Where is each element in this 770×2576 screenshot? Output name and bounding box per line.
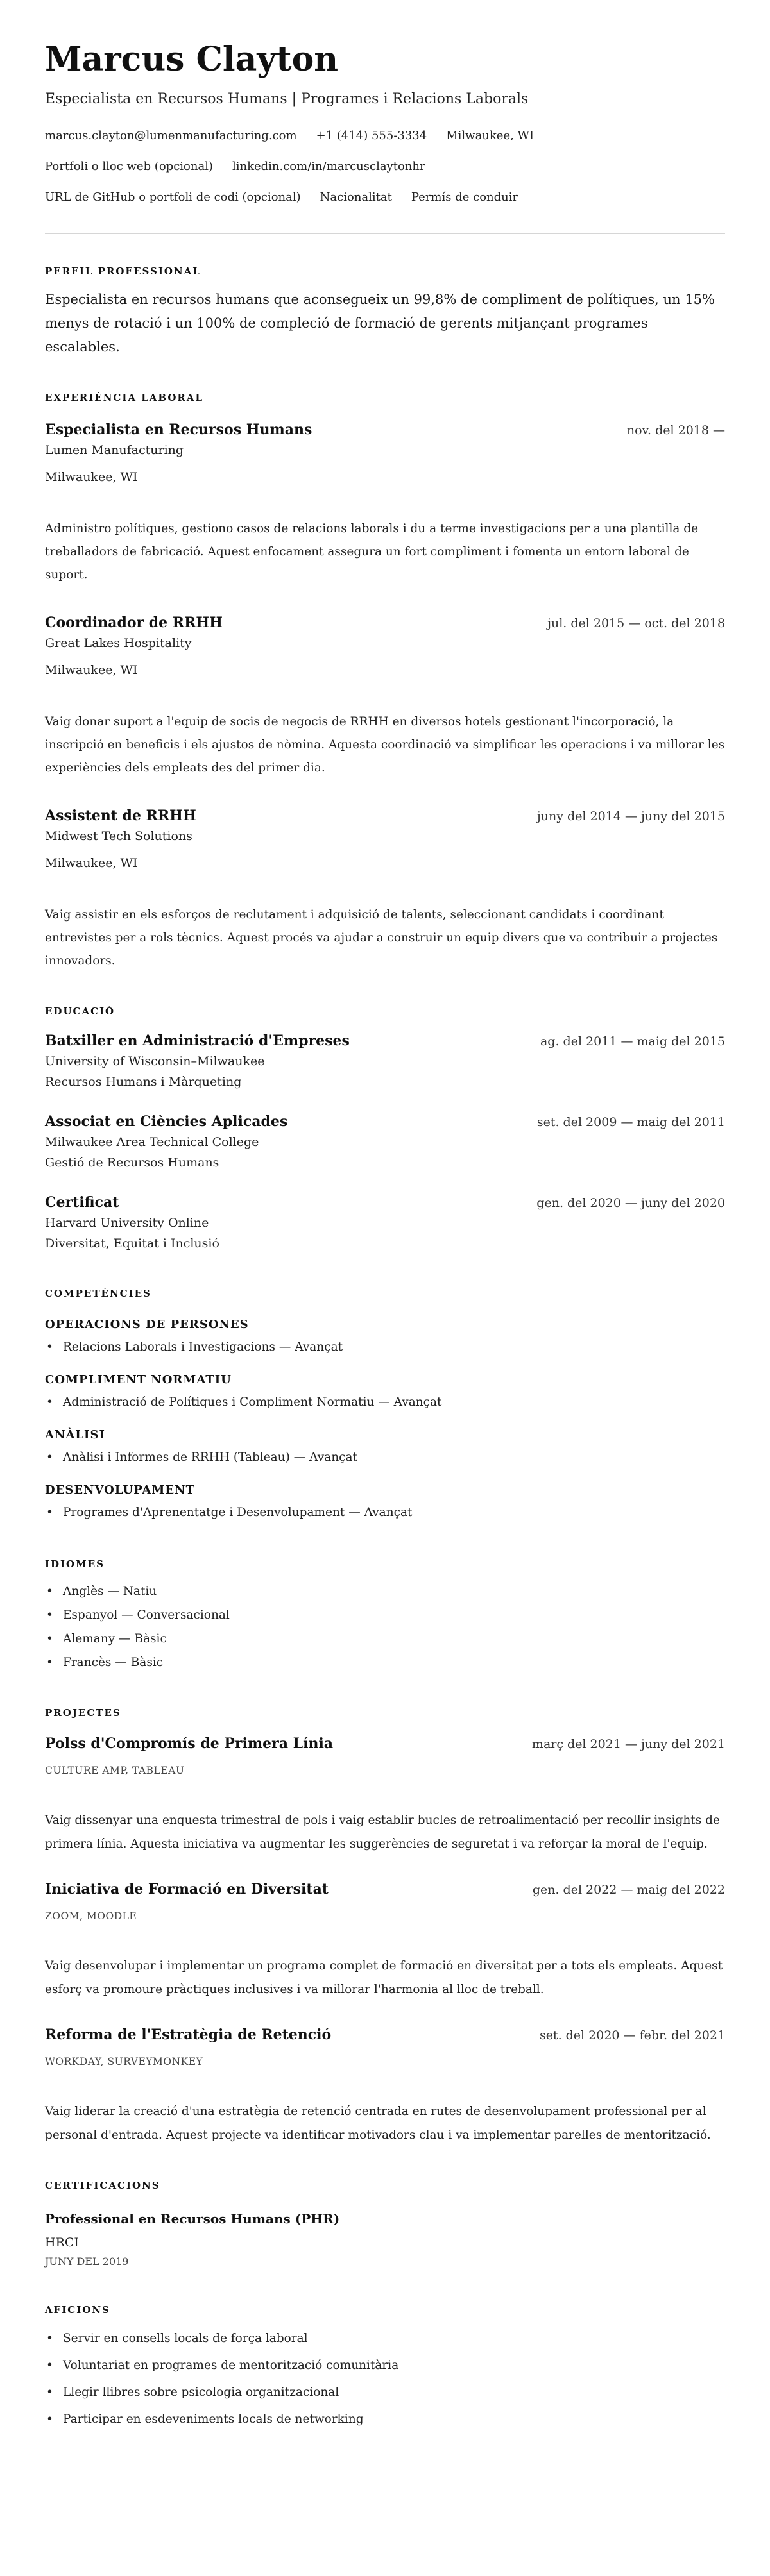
skill-group (45, 1370, 725, 1415)
certification-name: Professional en Recursos Humans (PHR) (45, 2211, 340, 2227)
hobby-item: • Llegir llibres sobre psicologia organitzacional (45, 2379, 725, 2406)
skill-list (45, 1334, 725, 1360)
entry-header (45, 1192, 725, 1213)
hobby-item: • Voluntariat en programes de mentorització comunitària (45, 2352, 725, 2379)
language-item: • Espanyol — Conversacional (45, 1603, 725, 1627)
entry-header (45, 1031, 725, 1052)
project-description: Vaig dissenyar una enquesta trimestral de pols i vaig establir bucles de retroalimentació per recollir insights de primera línia. Aquesta iniciativa va augmentar les suggerències de seguretat i va reforçar la moral de l'equip. (45, 1814, 720, 1851)
education-dates: set. del 2009 — maig del 2011 (536, 1115, 725, 1129)
skill-category: ANÀLISI (45, 1428, 105, 1442)
education-entry (45, 1031, 725, 1093)
skill-category: DESENVOLUPAMENT (45, 1483, 195, 1497)
location: Milwaukee, WI (446, 129, 535, 142)
certifications-section (45, 2178, 725, 2271)
field-of-study: Recursos Humans i Màrqueting (45, 1075, 242, 1089)
certification-date: JUNY DEL 2019 (45, 2255, 129, 2268)
experience-section (45, 390, 725, 973)
phone: +1 (414) 555-3334 (316, 129, 427, 142)
entry-header (45, 419, 725, 441)
degree-title: Batxiller en Administració d'Empreses (45, 1032, 350, 1049)
job-description: Vaig donar suport a l'equip de socis de negocis de RRHH en diversos hotels gestionant l'incorporació, la inscripció en beneficis i els ajustos de nòmina. Aquesta coordinació va simplificar les operacions i va millorar les experiències dels empleats des del primer dia. (45, 715, 725, 775)
education-dates: gen. del 2020 — juny del 2020 (536, 1196, 725, 1210)
driving-license: Permís de conduir (411, 190, 518, 204)
project-description: Vaig desenvolupar i implementar un programa complet de formació en diversitat per a tots els empleats. Aquest esforç va promoure pràctiques inclusives i va millorar l'harmonia al lloc de treball. (45, 1959, 723, 1996)
project-tools: WORKDAY, SURVEYMONKEY (45, 2056, 203, 2067)
project-dates: set. del 2020 — febr. del 2021 (539, 2028, 725, 2042)
section-heading: COMPETÈNCIES (45, 1288, 151, 1299)
skill-item: • Relacions Laborals i Investigacions — Avançat (45, 1334, 725, 1360)
skill-category: OPERACIONS DE PERSONES (45, 1318, 249, 1331)
school-name: Harvard University Online (45, 1216, 209, 1230)
project-title: Iniciativa de Formació en Diversitat (45, 1881, 329, 1898)
contact-row (45, 157, 725, 176)
job-location: Milwaukee, WI (45, 856, 138, 870)
nationality: Nacionalitat (320, 190, 392, 204)
job-title: Especialista en Recursos Humans (45, 421, 312, 438)
section-heading: PERFIL PROFESSIONAL (45, 265, 201, 277)
experience-entry (45, 419, 725, 587)
project-dates: març del 2021 — juny del 2021 (531, 1737, 725, 1751)
language-item: • Francès — Bàsic (45, 1651, 725, 1674)
job-title: Coordinador de RRHH (45, 614, 223, 631)
language-item: • Alemany — Bàsic (45, 1627, 725, 1651)
job-dates: juny del 2014 — juny del 2015 (536, 809, 725, 823)
skill-group (45, 1481, 725, 1526)
language-item: • Anglès — Natiu (45, 1579, 725, 1603)
experience-entry (45, 805, 725, 973)
project-tools: ZOOM, MOODLE (45, 1910, 137, 1922)
project-entry (45, 1879, 725, 2001)
portfolio-link[interactable]: Portfoli o lloc web (opcional) (45, 160, 213, 173)
entry-header (45, 1879, 725, 1900)
section-heading: CERTIFICACIONS (45, 2180, 160, 2191)
skill-item: • Anàlisi i Informes de RRHH (Tableau) — Avançat (45, 1445, 725, 1470)
job-description: Administro polítiques, gestiono casos de relacions laborals i du a terme investigacions per a una plantilla de treballadors de fabricació. Aquest enfocament assegura un fort compliment i fomenta un entorn laboral de suport. (45, 522, 699, 582)
job-title: Assistent de RRHH (45, 807, 196, 824)
candidate-name: Marcus Clayton (45, 40, 339, 79)
project-tools: CULTURE AMP, TABLEAU (45, 1765, 185, 1776)
field-of-study: Gestió de Recursos Humans (45, 1156, 219, 1170)
job-location: Milwaukee, WI (45, 663, 138, 677)
project-entry (45, 2025, 725, 2147)
education-entry (45, 1192, 725, 1255)
certification-entry (45, 2209, 725, 2271)
skill-list (45, 1390, 725, 1415)
contact-row (45, 188, 725, 207)
skill-item: • Administració de Polítiques i Compliment Normatiu — Avançat (45, 1390, 725, 1415)
email-link[interactable]: marcus.clayton@lumenmanufacturing.com (45, 129, 297, 142)
education-section (45, 1004, 725, 1255)
school-name: Milwaukee Area Technical College (45, 1135, 259, 1149)
section-heading: IDIOMES (45, 1558, 105, 1570)
job-dates: jul. del 2015 — oct. del 2018 (547, 616, 725, 630)
entry-header (45, 805, 725, 827)
project-dates: gen. del 2022 — maig del 2022 (532, 1883, 725, 1897)
job-dates: nov. del 2018 — (626, 423, 725, 437)
company-name: Lumen Manufacturing (45, 443, 184, 457)
education-entry (45, 1111, 725, 1174)
project-entry (45, 1733, 725, 1856)
hobby-item: • Servir en consells locals de força laboral (45, 2325, 725, 2352)
project-title: Reforma de l'Estratègia de Retenció (45, 2026, 332, 2043)
entry-header (45, 612, 725, 634)
degree-title: Associat en Ciències Aplicades (45, 1113, 288, 1130)
section-heading: AFICIONS (45, 2304, 110, 2316)
school-name: University of Wisconsin–Milwaukee (45, 1054, 265, 1068)
entry-header (45, 2025, 725, 2046)
resume-header (45, 35, 725, 207)
job-description: Vaig assistir en els esforços de reclutament i adquisició de talents, seleccionant candidats i coordinant entrevistes per a rols tècnics. Aquest procés va ajudar a construir un equip divers que va contribuir a projectes innovadors. (45, 908, 718, 968)
hobby-item: • Participar en esdeveniments locals de networking (45, 2406, 725, 2433)
skill-group (45, 1426, 725, 1470)
project-description: Vaig liderar la creació d'una estratègia de retenció centrada en rutes de desenvolupament professional per al personal d'entrada. Aquest projecte va identificar motivadors clau i va implementar parelles de mentorització. (45, 2105, 711, 2142)
github-link[interactable]: URL de GitHub o portfoli de codi (opcional) (45, 190, 301, 204)
languages-section (45, 1556, 725, 1674)
project-title: Polss d'Compromís de Primera Línia (45, 1735, 334, 1752)
contact-row (45, 126, 725, 146)
skill-item: • Programes d'Aprenentatge i Desenvolupament — Avançat (45, 1500, 725, 1526)
candidate-headline: Especialista en Recursos Humans | Programes i Relacions Laborals (45, 91, 529, 107)
experience-entry (45, 612, 725, 780)
skills-section (45, 1286, 725, 1526)
education-dates: ag. del 2011 — maig del 2015 (540, 1034, 725, 1048)
section-heading: PROJECTES (45, 1707, 121, 1719)
degree-title: Certificat (45, 1194, 119, 1211)
skill-list (45, 1445, 725, 1470)
linkedin-link[interactable]: linkedin.com/in/marcusclaytonhr (232, 160, 425, 173)
projects-section (45, 1705, 725, 2147)
field-of-study: Diversitat, Equitat i Inclusió (45, 1236, 219, 1250)
certification-issuer: HRCI (45, 2235, 79, 2250)
header-divider (45, 233, 725, 234)
section-heading: EDUCACIÓ (45, 1006, 116, 1017)
profile-section (45, 264, 725, 359)
job-location: Milwaukee, WI (45, 470, 138, 484)
company-name: Midwest Tech Solutions (45, 829, 193, 843)
hobbies-section (45, 2302, 725, 2433)
entry-header (45, 1111, 725, 1132)
company-name: Great Lakes Hospitality (45, 636, 192, 650)
section-heading: EXPERIÈNCIA LABORAL (45, 392, 204, 403)
skill-list (45, 1500, 725, 1526)
skill-group (45, 1315, 725, 1360)
skill-category: COMPLIMENT NORMATIU (45, 1373, 232, 1386)
profile-summary: Especialista en recursos humans que aconsegueix un 99,8% de compliment de polítiques, un 15% menys de rotació i un 100% de compleció de formació de gerents mitjançant programes escalables. (45, 292, 715, 355)
entry-header (45, 1733, 725, 1755)
